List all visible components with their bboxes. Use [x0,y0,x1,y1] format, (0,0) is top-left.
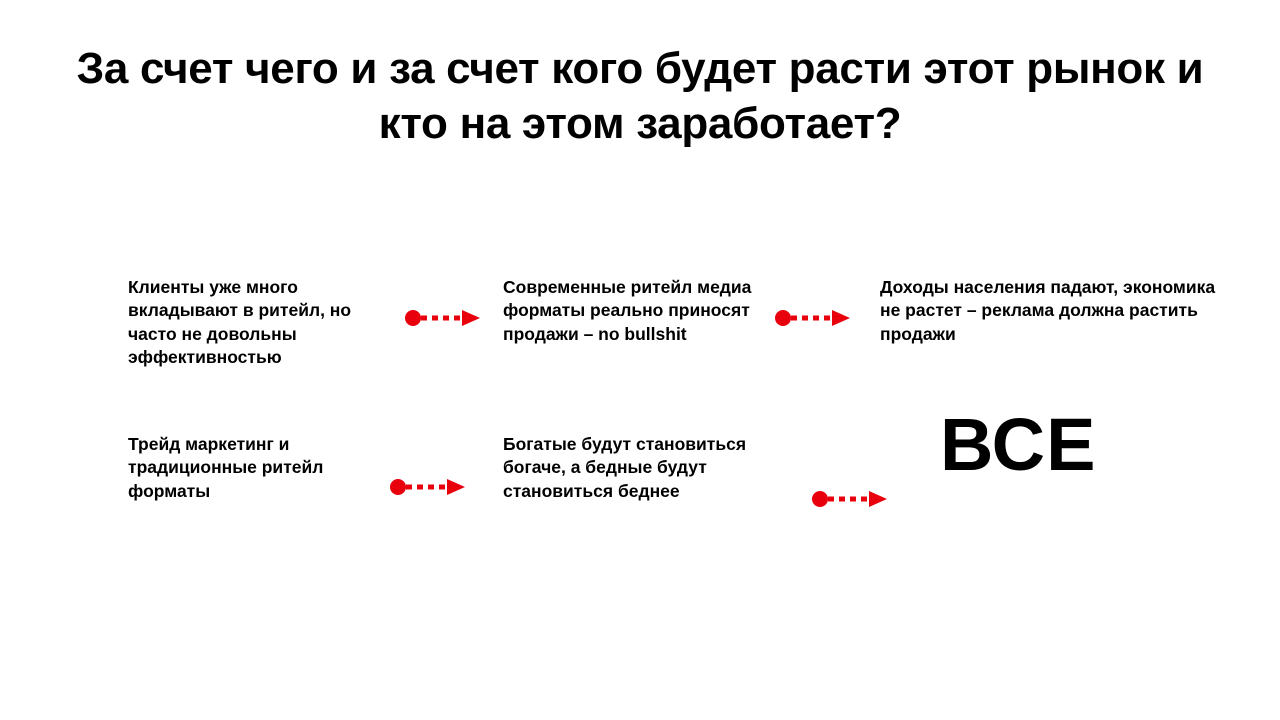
flow-node-income-falling: Доходы населения падают, экономика не растет – реклама должна растить продажи [880,277,1216,344]
flow-node-rich-poor: Богатые будут становиться богаче, а бедные будут становиться беднее [503,434,747,501]
flow-node-vse: ВСЕ [940,403,1097,486]
page-title: За счет чего и за счет кого будет расти этот рынок и кто на этом заработает? [76,44,1204,149]
flow-node-clients-invest: Клиенты уже много вкладывают в ритейл, но часто не довольны эффективностью [128,277,352,367]
flow-node-trade-marketing: Трейд маркетинг и традиционные ритейл форматы [128,434,324,501]
dotted-arrow-icon [775,306,853,330]
flow-node-retail-media-formats: Современные ритейл медиа форматы реально приносят продажи – no bullshit [503,277,752,344]
dotted-arrow-icon [812,487,890,511]
dotted-arrow-icon [405,306,483,330]
dotted-arrow-icon [390,475,468,499]
